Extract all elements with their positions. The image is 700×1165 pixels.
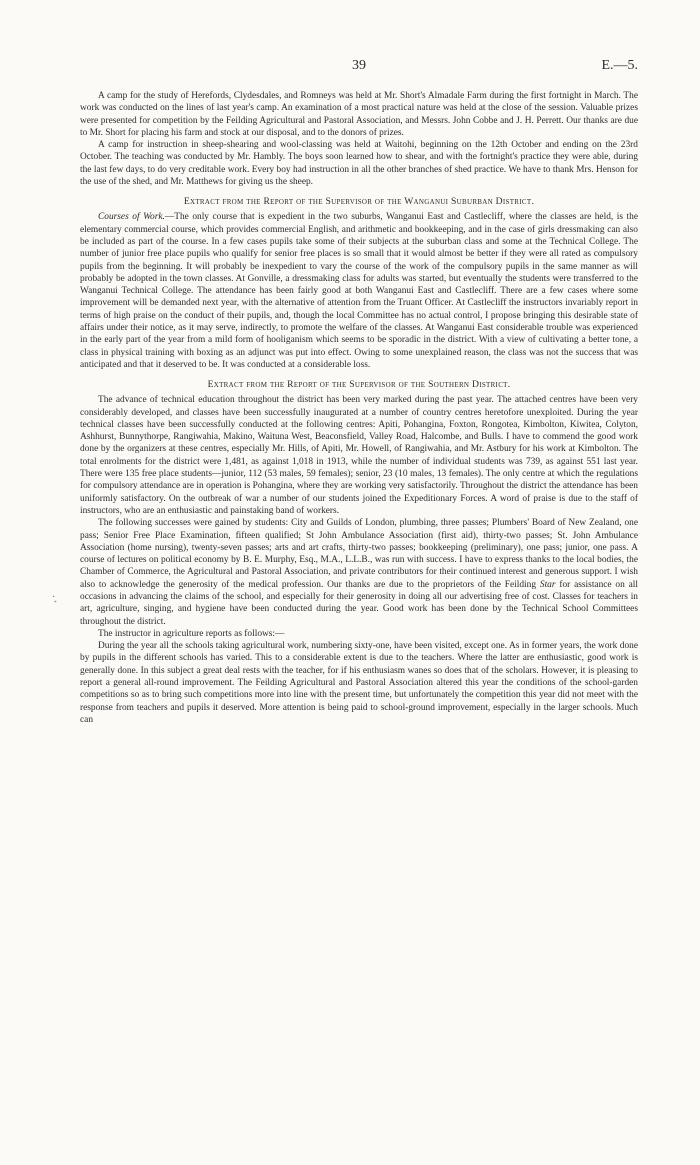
paragraph-courses-of-work — [80, 211, 638, 371]
paragraph-agriculture-intro: The instructor in agriculture reports as follows:— — [98, 628, 285, 639]
page-header — [80, 58, 638, 78]
paragraph-camp-herefords: A camp for the study of Herefords, Clydesdales, and Romneys was held at Mr. Short's Almadale Farm during the first fortnight in March. The work was conducted on the lines of last year's camp. An examination of a most practical nature was held at the close of the session. Valuable prizes were presented for competition by the Feilding Agricultural and Pastoral Association, and Messrs. John Cobbe and J. H. Perrett. Our thanks are due to Mr. Short for placing his farm and stock at our disposal, and to the donors of prizes. — [80, 91, 638, 138]
paragraph-southern-successes — [80, 517, 638, 628]
document-reference: E.—5. — [601, 58, 638, 73]
section-heading-wanganui: Extract from the Report of the Supervisor of the Wanganui Suburban District. — [183, 196, 535, 208]
margin-mark-icon: ·͙ — [52, 592, 56, 603]
successes-text-a: The following successes were gained by students: City and Guilds of London, plumbing, three passes; Plumbers' Board of New Zealand, one pass; Senior Free Place Examination, fifteen qualified; St John Ambulance Association (first aid), thirty-two passes; St. John Ambulance Association (home nursing), twenty-seven passes; arts and art crafts, thirty-two passes; bookkeeping (preliminary), one pass; junior, one pass. A course of lectures on political economy by B. E. Murphy, Esq., M.A., L.L.B., was run with success. I have to express thanks to the local bodies, the Chamber of Commerce, the Agricultural and Pastoral Association, and private contributors for their continued interest and generous support. I wish also to acknowledge the generosity of the medical profession. Our thanks are due to the proprietors of the Feilding — [80, 518, 638, 590]
paragraph-southern-advance: The advance of technical education throughout the district has been very marked during the past year. The attached centres have been very considerably developed, and classes have been successfully inaugurated at a number of country centres heretofore unexploited. During the year technical classes have been successfully conducted at the following centres: Apiti, Pohangina, Foxton, Rongotea, Kimbolton, Kiwitea, Colyton, Ashhurst, Bunnythorpe, Rangiwahia, Makino, Waituna West, Beaconsfield, Valley Road, Halcombe, and Bulls. I have to commend the good work done by the organizers at these centres, especially Mr. Hills, of Apiti, Mr. Howell, of Rangiwahia, and Mr. Astbury for his work at Kimbolton. The total enrolments for the district were 1,481, as against 1,018 in 1913, while the number of individual students was 739, as against 551 last year. There were 135 free place students—junior, 112 (53 males, 59 females); senior, 23 (10 males, 13 females). The only centre at which the regulations for compulsory attendance are in operation is Pohangina, where they are working very satisfactorily. Throughout the district the attendance has been uniformly satisfactory. On the outbreak of war a number of our students joined the Expeditionary Forces. A word of praise is due to the staff of instructors, who are an enthusiastic and painstaking band of workers. — [80, 395, 638, 516]
section-heading-southern: Extract from the Report of the Supervisor of the Southern District. — [207, 379, 511, 391]
star-newspaper-name: Star — [539, 579, 556, 590]
page-number: 39 — [352, 58, 366, 73]
paragraph-camp-shearing: A camp for instruction in sheep-shearing and wool-classing was held at Waitohi, beginning on the 12th October and ending on the 23rd October. The teaching was conducted by Mr. Hambly. The boys soon learned how to shear, and with the fortnight's practice they were able, during the last few days, to do very creditable work. Every boy had instruction in all the other branches of shed practice. We have to thank Mrs. Henson for the use of the shed, and Mr. Matthews for giving us the sheep. — [80, 140, 638, 188]
document-page — [80, 58, 638, 726]
courses-of-work-lead: Courses of Work. — [98, 212, 165, 223]
paragraph-agriculture-report: During the year all the schools taking agricultural work, numbering sixty-one, have been visited, except one. As in former years, the work done by pupils in the different schools has varied. This to a considerable extent is due to the teachers. Where the latter are enthusiastic, good work is generally done. In this subject a great deal rests with the teacher, for if his enthusiasm wanes so does that of the scholars. However, it is pleasing to report a general all-round improvement. The Feilding Agricultural and Pastoral Association altered this year the conditions of the school-garden competitions so as to bring such competitions more into line with the present time, but unfortunately the competition this year did not meet with the response from teachers and pupils it deserved. More attention is being paid to school-ground improvement, especially in the larger schools. Much can — [80, 641, 638, 725]
successes-text-b: for assistance on all occasions in advancing the claims of the school, and especially for their generosity in doing all our advertising free of cost. Classes for teachers in art, agriculture, singing, and hygiene have been conducted during the year. Good work has been done by the Technical School Committees throughout the district. — [80, 579, 638, 627]
courses-of-work-body: —The only course that is expedient in the two suburbs, Wanganui East and Castlecliff, where the classes are held, is the elementary commercial course, which provides commercial English, and arithmetic and bookkeeping, and in the case of girls dressmaking can also be included as part of the course. In a few cases pupils take some of their subjects at the suburban class and some at the Technical College. The number of junior free place pupils who qualify for senior free places is so small that it would almost be better if they were all rated as compulsory pupils from the beginning. It will probably be inexpedient to vary the course of the work of the compulsory pupils in the same manner as will probably be adopted in the town classes. At Gonville, a dressmaking class for adults was started, but eventually the students were transferred to the Wanganui Technical College. The attendance has been fairly good at both Wanganui East and Castlecliff. There are a few cases where some improvement will be demanded next year, with the alternative of attention from the Truant Officer. At Castlecliff the instructors invariably report in terms of high praise on the conduct of their pupils, and, though the local Committee has no actual control, I propose bringing this desirable state of affairs under their notice, as it may serve, indirectly, to promote the welfare of the classes. At Wanganui East considerable trouble was experienced in the early part of the year from a mild form of hooliganism which seems to be sporadic in the district. With a view of cultivating a better tone, a class in physical training with boxing as an adjunct was put into effect. Owing to some unexplained reason, the class was not the success that was anticipated and that it deserved to be. It was conducted at a considerable loss. — [80, 212, 638, 370]
